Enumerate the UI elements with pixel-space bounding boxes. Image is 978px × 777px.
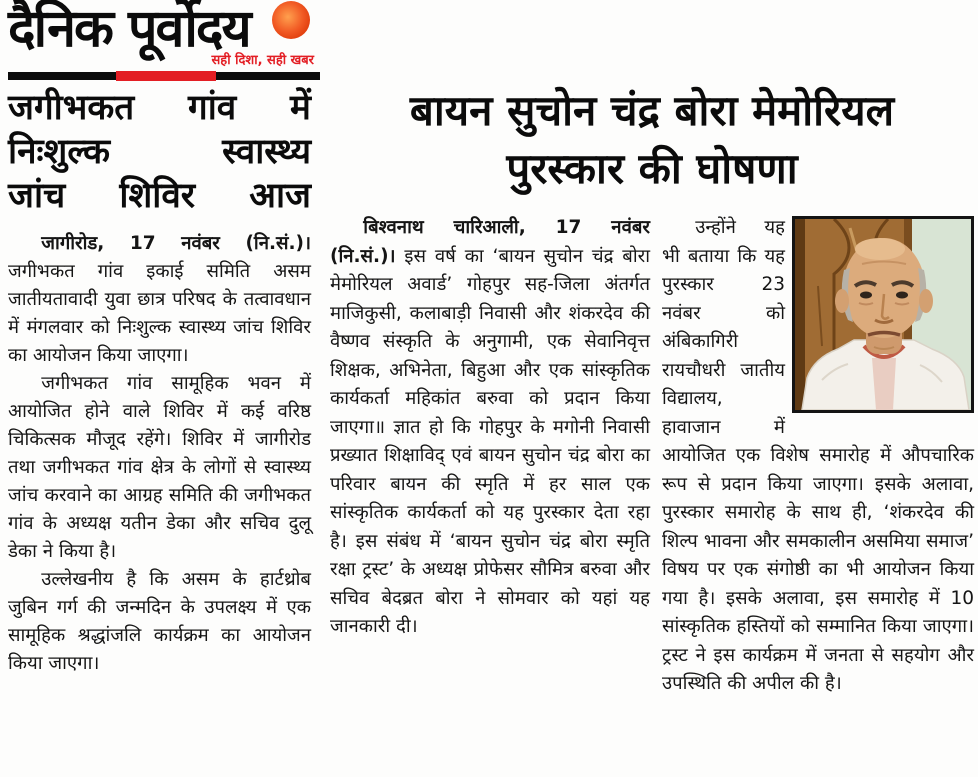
headline-line: निःशुल्क स्वास्थ्य — [8, 132, 311, 172]
newspaper-title: दैनिक पूर्वोदय — [8, 0, 250, 59]
headline-line: पुरस्कार की घोषणा — [506, 144, 798, 193]
main-article-headline — [330, 82, 974, 198]
main-article-column-1 — [330, 214, 650, 699]
dateline: बिश्वनाथ चारिआली, 17 नवंबर (नि.सं.)। — [330, 217, 650, 267]
paragraph — [8, 230, 311, 370]
paragraph-text: इस वर्ष का ‘बायन सुचोन चंद्र बोरा मेमोरियल अवार्ड’ गोहपुर सह-जिला अंतर्गत माजिकुसी, कलाबाड़ी निवासी और शंकरदेव की वैष्णव संस्कृति के अनुगामी, एक सेवानिवृत्त शिक्षक, अभिनेता, बिहुआ और एक सांस्कृतिक कार्यकर्ता महिकांत बरुवा को प्रदान किया जाएगा॥ ज्ञात हो कि गोहपुर के मगोनी निवासी प्रख्यात शिक्षाविद् एवं बायन सुचोन चंद्र बोरा का परिवार बायन की स्मृति में हर साल एक सांस्कृतिक कार्यकर्ता को यह पुरस्कार देता रहा है। इस संबंध में ‘बायन सुचोन चंद्र बोरा स्मृति रक्षा ट्रस्ट’ के अध्यक्ष प्रोफेसर सौमित्र बरुवा और सचिव बेदब्रत बोरा ने सोमवार को यहां यह जानकारी दी। — [330, 245, 650, 637]
masthead-rule — [8, 72, 320, 80]
left-article — [8, 86, 311, 678]
left-article-headline — [8, 86, 311, 218]
headline-line: बायन सुचोन चंद्र बोरा मेमोरियल — [409, 86, 895, 135]
main-article — [330, 82, 974, 699]
dateline: जागीरोड, 17 नवंबर (नि.सं.)। — [41, 233, 311, 254]
masthead-ribbon-badge — [116, 71, 216, 81]
paragraph — [330, 214, 650, 642]
left-article-body — [8, 230, 311, 678]
masthead — [8, 0, 320, 80]
paragraph-text: जगीभकत गांव इकाई समिति असम जातीयतावादी युवा छात्र परिषद के तत्वावधान में मंगलवार को निःशुल्क स्वास्थ्य जांच शिविर का आयोजन किया जाएगा। — [8, 261, 311, 366]
paragraph: जगीभकत गांव सामूहिक भवन में आयोजित होने वाले शिविर में कई वरिष्ठ चिकित्सक मौजूद रहेंगे। शिविर में जागीरोड तथा जगीभकत गांव क्षेत्र के लोगों से स्वास्थ्य जांच करवाने का आग्रह समिति की जगीभकत गांव के अध्यक्ष यतीन डेका और सचिव दुलू डेका ने किया है। — [8, 373, 311, 562]
award-recipient-photo — [792, 216, 974, 413]
main-article-column-2 — [662, 214, 974, 699]
main-article-columns — [330, 214, 974, 699]
masthead-tagline: सही दिशा, सही खबर — [211, 53, 314, 68]
headline-line: जांच शिविर आज — [8, 176, 311, 216]
paragraph: उन्होंने यह भी बताया कि यह पुरस्कार 23 नवंबर को अंबिकागिरी रायचौधरी जातीय विद्यालय, हावाजान में आयोजित एक विशेष समारोह में औपचारिक रूप से प्रदान किया जाएगा। इसके अलावा, पुरस्कार समारोह के साथ ही, ‘शंकरदेव की शिल्प भावना और समकालीन असमिया समाज’ विषय पर एक संगोष्ठी का भी आयोजन किया गया है। इसके अलावा, इस समारोह में 10 सांस्कृतिक हस्तियों को सम्मानित किया जाएगा। ट्रस्ट ने इस कार्यक्रम में जनता से सहयोग और उपस्थिति की अपील की है। — [662, 217, 974, 694]
headline-line: जगीभकत गांव में — [8, 88, 311, 128]
masthead-logo — [8, 0, 320, 62]
paragraph: उल्लेखनीय है कि असम के हार्टथ्रोब जुबिन गर्ग की जन्मदिन के उपलक्ष्य में एक सामूहिक श्रद्धांजलि कार्यक्रम का आयोजन किया जाएगा। — [8, 569, 311, 674]
